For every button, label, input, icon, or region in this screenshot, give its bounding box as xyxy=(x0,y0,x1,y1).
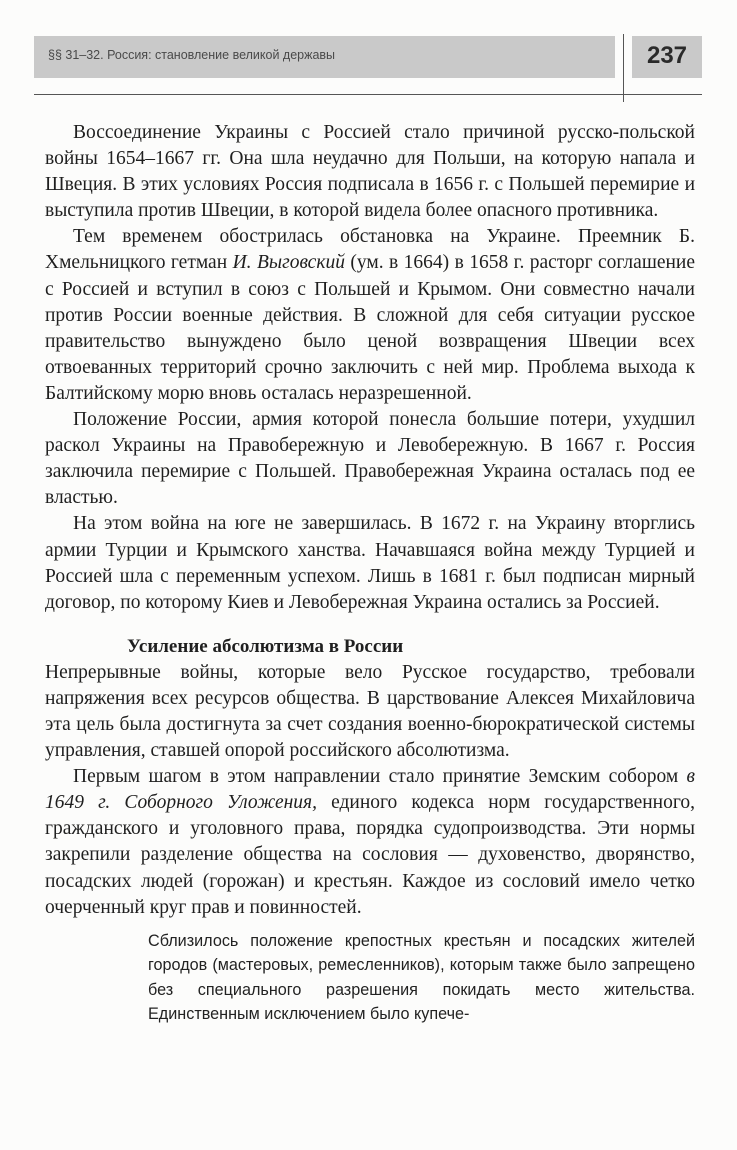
paragraph-4: На этом война на юге не завершилась. В 1672 г. на Украину вторглись армии Турции и Крымского ханства. Начавшаяся война между Турцией и Россией шла с переменным успехом. Лишь в 1681 г. был подписан мирный договор, по которому Киев и Левобережная Украина остались за Россией. xyxy=(45,513,695,613)
hetman-name: И. Выговский xyxy=(232,252,345,274)
page-number: 237 xyxy=(646,42,688,69)
paragraph-2-text-a: Тем временем обострилась обстановка на Украине. Преемник Б. Хмельницкого гетман xyxy=(45,226,695,274)
paragraph-2 xyxy=(45,224,695,407)
small-print-paragraph: Сблизилось положение крепостных крестьян и посадских жителей городов (мастеровых, ремесленников), которым также было запрещено без специального разрешения покидать место жительства. Единственным исключением было купече- xyxy=(148,931,695,1024)
paragraph-2-text-b: (ум. в 1664) в 1658 г. расторг соглашение с Россией и вступил в союз с Польшей и Крымом. Они совместно начали против России военные действия. В сложной для себя ситуации русское правительство вынуждено было ценой возвращения Швеции всех отвоеванных территорий срочно заключить с ней мир. Проблема выхода к Балтийскому морю вновь осталась неразрешенной. xyxy=(45,252,696,404)
running-header xyxy=(34,36,615,78)
header-divider xyxy=(623,34,624,102)
code-of-1649-emphasis: в 1649 г. Соборного Уложения, xyxy=(45,766,695,814)
section-heading: Усиление абсолютизма в России xyxy=(127,635,404,657)
header-rule xyxy=(34,94,702,95)
small-print-block xyxy=(148,929,695,1027)
paragraph-3: Положение России, армия которой понесла большие потери, ухудшил раскол Украины на Правобережную и Левобережную. В 1667 г. Россия заключила перемирие с Польшей. Правобережная Украина осталась под ее властью. xyxy=(45,409,695,509)
main-text xyxy=(45,120,695,1027)
paragraph-6 xyxy=(45,764,695,921)
paragraph-1: Воссоединение Украины с Россией стало причиной русско-польской войны 1654–1667 гг. Она шла неудачно для Польши, на которую напала и Швеция. В этих условиях Россия подписала в 1656 г. с Польшей перемирие и выступила против Швеции, в которой видела более опасного противника. xyxy=(45,122,695,222)
paragraph-6-text-a: Первым шагом в этом направлении стало принятие Земским собором xyxy=(73,766,687,788)
paragraph-5: Непрерывные войны, которые вело Русское государство, требовали напряжения всех ресурсов общества. В царствование Алексея Михайловича эта цель была достигнута за счет создания военно-бюрократической системы управления, ставшей опорой российского абсолютизма. xyxy=(45,661,695,762)
running-header-title: §§ 31–32. Россия: становление великой державы xyxy=(48,48,336,62)
page-number-box xyxy=(632,36,702,78)
paragraph-6-text-b: единого кодекса норм государственного, гражданского и уголовного права, порядка судопроизводства. Эти нормы закрепили разделение общества на сословия — духовенство, дворянство, посадских людей (горожан) и крестьян. Каждое из сословий имело четко очерченный круг прав и повинностей. xyxy=(45,792,695,918)
